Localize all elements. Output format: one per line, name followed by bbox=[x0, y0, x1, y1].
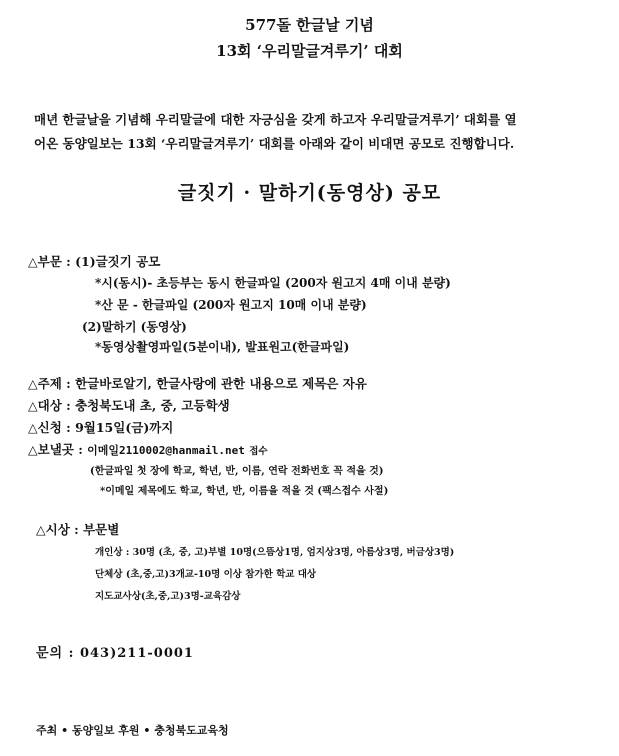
category-sub-speech: (2)말하기 (동영상) bbox=[82, 320, 187, 334]
category-item-prose: *산 문 - 한글파일 (200자 원고지 10매 이내 분량) bbox=[95, 298, 367, 312]
title-line-1: 577돌 한글날 기념 bbox=[245, 16, 374, 34]
category-item-poem: *시(동시)- 초등부는 동시 한글파일 (200자 원고지 4매 이내 분량) bbox=[95, 276, 451, 290]
send-label: △보낼곳 : bbox=[28, 442, 83, 457]
intro-line-1: 매년 한글날을 기념해 우리말글에 대한 자긍심을 갖게 하고자 우리말글겨루기’ 대회를 열 bbox=[34, 112, 517, 127]
intro-line-2: 어온 동양일보는 13회 ‘우리말글겨루기’ 대회를 아래와 같이 비대면 공모로 진행합니다. bbox=[34, 136, 515, 151]
contact-phone: 문의 : 043)211-0001 bbox=[36, 646, 194, 661]
awards-label: △시상 : 부문별 bbox=[36, 522, 120, 537]
awards-group: 단체상 (초,중,고)3개교-10명 이상 참가한 학교 대상 bbox=[95, 569, 317, 580]
send-note-1: (한글파일 첫 장에 학교, 학년, 반, 이름, 연락 전화번호 꼭 적을 것) bbox=[90, 466, 384, 477]
category-label: △부문 : (1)글짓기 공모 bbox=[28, 254, 161, 269]
send-note-2: *이메일 제목에도 학교, 학년, 반, 이름을 적을 것 (팩스접수 사절) bbox=[100, 486, 389, 497]
theme-line: △주제 : 한글바로알기, 한글사랑에 관한 내용으로 제목은 자유 bbox=[28, 376, 367, 391]
send-line bbox=[28, 440, 268, 458]
awards-individual: 개인상 : 30명 (초, 중, 고)부별 10명(으뜸상1명, 엄지상3명, 아름상3명, 버금상3명) bbox=[95, 547, 455, 558]
apply-line: △신청 : 9월15일(금)까지 bbox=[28, 420, 174, 435]
title-line-2: 13회 ‘우리말글겨루기’ 대회 bbox=[216, 42, 403, 60]
category-item-video: *동영상촬영파일(5분이내), 발표원고(한글파일) bbox=[95, 340, 350, 354]
send-email: 이메일2110002@hanmail.net bbox=[87, 444, 245, 457]
send-suffix: 접수 bbox=[249, 446, 268, 457]
main-heading: 글짓기 · 말하기(동영상) 공모 bbox=[177, 182, 442, 204]
awards-teacher: 지도교사상(초,중,고)3명-교육감상 bbox=[95, 591, 241, 602]
footer-organizers: 주최 • 동양일보 후원 • 충청북도교육청 bbox=[36, 724, 229, 737]
target-line: △대상 : 충청북도내 초, 중, 고등학생 bbox=[28, 398, 230, 413]
